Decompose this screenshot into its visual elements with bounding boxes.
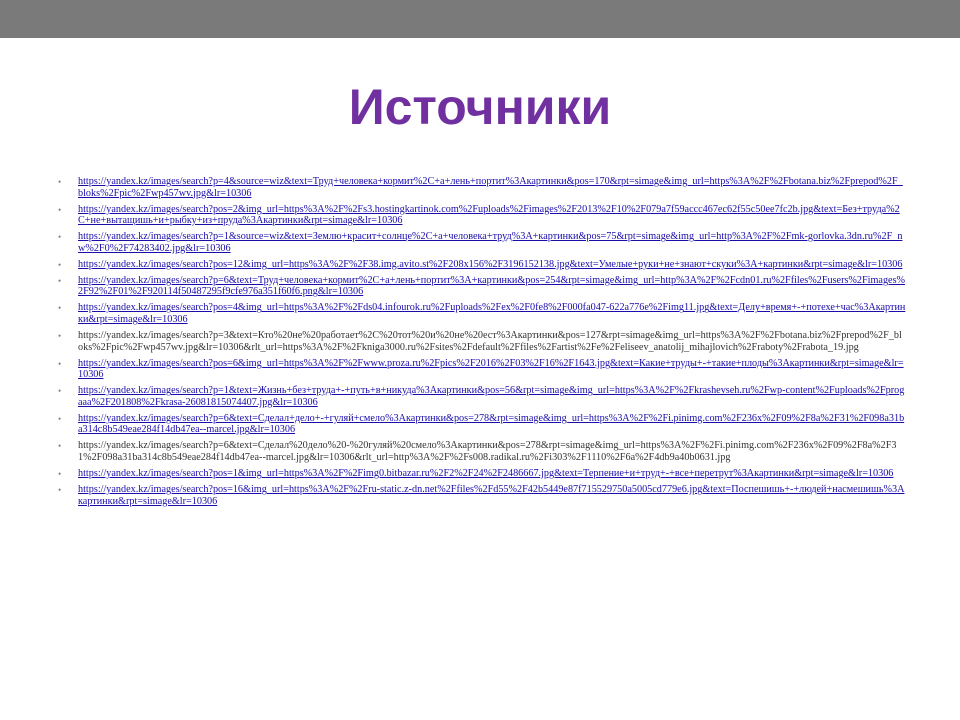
source-link[interactable]: https://yandex.kz/images/search?pos=16&img_url=https%3A%2F%2Fru-static.z-dn.net%2Ffiles%2Fd55%2F42b5449e87f715529750a5005cd779e6.jpg&text=Поспешишь+-+людей+насмешишь%3Акартинки&rpt=simage&lr=10306 [78,484,905,507]
source-item [58,259,906,271]
bullet-icon: • [58,469,62,480]
source-link[interactable]: https://yandex.kz/images/search?pos=4&img_url=https%3A%2F%2Fds04.infourok.ru%2Fuploads%2Fex%2F0fe8%2F000fa047-622a776e%2Fimg11.jpg&text=Делу+время+-+потехе+час%3Акартинки&rpt=simage&lr=10306 [78,302,906,325]
source-link[interactable]: https://yandex.kz/images/search?pos=2&img_url=https%3A%2F%2Fs3.hostingkartinok.com%2Fuploads%2Fimages%2F2013%2F10%2F079a7f59accc467ec62f55c50ee7fc2b.jpg&text=Без+труда%2C+не+вытащишь+и+рыбку+из+пруда%3Акартинки&rpt=simage&lr=10306 [78,203,900,227]
header-bar [0,0,960,38]
source-item [58,358,906,381]
bullet-icon: • [58,358,62,369]
source-item [58,302,906,325]
slide-title: Источники [348,79,612,135]
source-item [58,275,906,298]
bullet-icon: • [58,232,62,243]
bullet-icon: • [58,177,62,187]
bullet-icon: • [58,275,62,286]
source-link[interactable]: https://yandex.kz/images/search?p=6&text=Сделал+дело+-+гуляй+смело%3Акартинки&pos=278&rpt=simage&img_url=https%3A%2F%2Fi.pinimg.com%2F236x%2F09%2F8a%2F31%2F098a31ba314c8b549eae284f14db47ea--marcel.jpg&lr=10306 [78,412,905,436]
bullet-icon: • [58,204,62,215]
source-item [58,468,906,480]
source-link[interactable]: https://yandex.kz/images/search?pos=1&img_url=https%3A%2F%2Fimg0.bitbazar.ru%2F2%2F24%2F2486667.jpg&text=Терпение+и+труд+-+все+перетрут%3Акартинки&rpt=simage&lr=10306 [78,468,894,480]
source-link[interactable]: https://yandex.kz/images/search?pos=12&img_url=https%3A%2F%2F38.img.avito.st%2F208x156%2F3196152138.jpg&text=Умелые+руки+не+знают+скуки%3A+картинки&rpt=simage&lr=10306 [78,258,903,270]
source-link[interactable]: https://yandex.kz/images/search?pos=6&img_url=https%3A%2F%2Fwww.proza.ru%2Fpics%2F2016%2F03%2F16%2F1643.jpg&text=Какие+труды+-+такие+плоды%3Акартинки&rpt=simage&lr=10306 [78,357,904,381]
bullet-icon: • [58,413,62,424]
source-link[interactable]: https://yandex.kz/images/search?p=1&source=wiz&text=Землю+красит+солнце%2C+а+человека+труд%3A+картинки&pos=75&rpt=simage&img_url=http%3A%2F%2Fmk-gorlovka.3dn.ru%2F_nw%2F0%2F74283402.jpg&lr=10306 [78,231,903,254]
bullet-icon: • [58,259,62,270]
source-link[interactable]: https://yandex.kz/images/search?p=4&source=wiz&text=Труд+человека+кормит%2C+а+лень+портит%3Акартинки&pos=170&rpt=simage&img_url=https%3A%2F%2Fbotana.biz%2Fprepod%2F_bloks%2Fpic%2Fwp457wv.jpg&lr=10306 [78,176,903,199]
bullet-icon: • [58,331,62,342]
source-item [58,440,906,463]
source-text: https://yandex.kz/images/search?p=6&text=Сделал%20дело%20-%20гуляй%20смело%3Акартинки&pos=278&rpt=simage&img_url=https%3A%2F%2Fi.pinimg.com%2F236x%2F09%2F8a%2F31%2F098a31ba314c8b549eae284f14db47ea--marcel.jpg&lr=10306&rlt_url=http%3A%2F%2Fs008.radikal.ru%2Fi303%2F1110%2F6a%2F4db9a40b0631.jpg [78,440,897,463]
source-item [58,484,906,507]
source-item [58,204,906,227]
bullet-icon: • [58,441,62,452]
source-item [58,176,906,199]
bullet-icon: • [58,303,62,314]
source-item [58,385,906,408]
source-item [58,231,906,254]
source-text: https://yandex.kz/images/search?p=3&text=Кто%20не%20работает%2C%20тот%20и%20не%20ест%3Акартинки&pos=127&rpt=simage&img_url=https%3A%2F%2Fbotana.biz%2Fprepod%2F_bloks%2Fpic%2Fwp457wv.jpg&lr=10306&rlt_url=https%3A%2F%2Fkniga3000.ru%2Fsites%2Fdefault%2Ffiles%2Fartist%2Fe%2Feliseev_anatolij_mihajlovich%2Fraboty%2Frabota_19.jpg [78,330,902,353]
source-link[interactable]: https://yandex.kz/images/search?p=6&text=Труд+человека+кормит%2C+а+лень+портит%3A+картинки&pos=254&rpt=simage&img_url=http%3A%2F%2Fcdn01.ru%2Ffiles%2Fusers%2Fimages%2F92%2F01%2F920114f50487295f9cfe976a351f60f6.png&lr=10306 [78,274,906,298]
sources-list [58,176,906,512]
source-item [58,330,906,353]
source-link[interactable]: https://yandex.kz/images/search?p=1&text=Жизнь+без+труда+-+путь+в+никуда%3Акартинки&pos=56&rpt=simage&img_url=https%3A%2F%2Fkrashevseh.ru%2Fwp-content%2Fuploads%2Fprogaaa%2F201808%2Fkrasa-26081815074407.jpg&lr=10306 [78,385,905,408]
bullet-icon: • [58,485,62,496]
bullet-icon: • [58,386,62,397]
source-item [58,413,906,436]
